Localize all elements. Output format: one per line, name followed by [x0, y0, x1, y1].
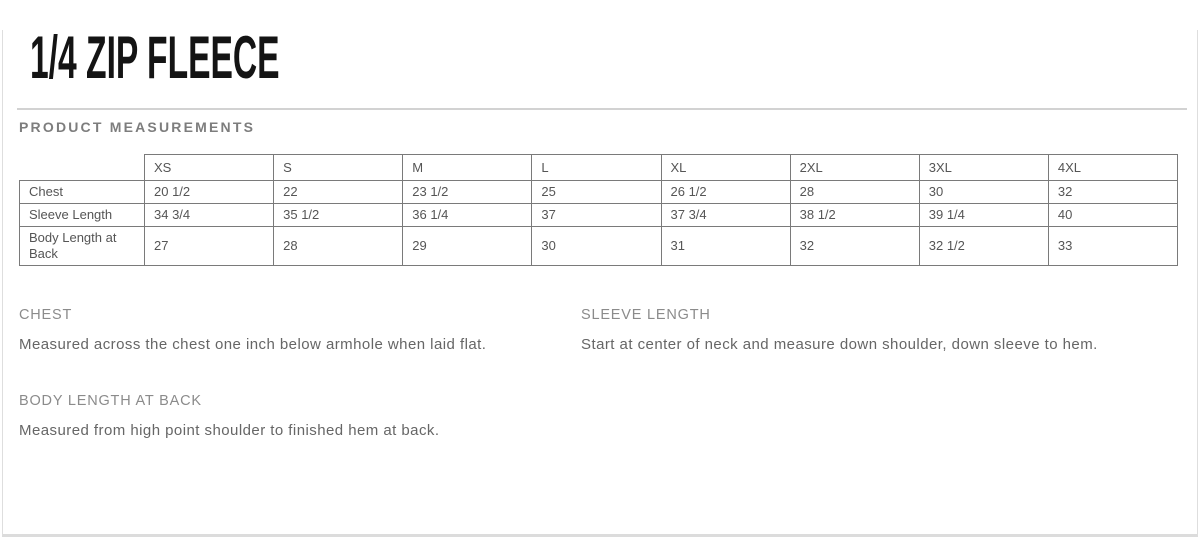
product-measurements-heading: PRODUCT MEASUREMENTS	[19, 119, 256, 135]
measurements-table	[19, 154, 1178, 266]
measurement-cell: 26 1/2	[661, 181, 790, 204]
measurement-row-label: Chest	[20, 181, 145, 204]
size-column-header: XL	[661, 155, 790, 181]
measurement-cell: 35 1/2	[274, 204, 403, 227]
measurement-row-label: Sleeve Length	[20, 204, 145, 227]
measurement-cell: 32	[790, 227, 919, 266]
size-column-header: M	[403, 155, 532, 181]
sleeve-length-description-heading: SLEEVE LENGTH	[581, 307, 711, 323]
title-divider	[17, 108, 1187, 110]
measurement-row	[20, 204, 1178, 227]
measurement-cell: 32 1/2	[919, 227, 1048, 266]
measurement-cell: 31	[661, 227, 790, 266]
size-header-row	[20, 155, 1178, 181]
measurement-cell: 40	[1048, 204, 1177, 227]
measurement-row	[20, 181, 1178, 204]
measurement-cell: 36 1/4	[403, 204, 532, 227]
measurement-cell: 32	[1048, 181, 1177, 204]
measurement-cell: 20 1/2	[145, 181, 274, 204]
measurement-cell: 28	[790, 181, 919, 204]
size-column-header: S	[274, 155, 403, 181]
sleeve-length-description	[581, 307, 1183, 360]
size-column-header: 2XL	[790, 155, 919, 181]
measurement-cell: 37	[532, 204, 661, 227]
page-container	[2, 24, 1198, 537]
corner-cell	[20, 155, 145, 181]
body-length-description-text: Measured from high point shoulder to finished hem at back.	[19, 422, 440, 439]
measurement-cell: 29	[403, 227, 532, 266]
measurement-cell: 28	[274, 227, 403, 266]
measurement-cell: 39 1/4	[919, 204, 1048, 227]
chest-description	[19, 307, 581, 360]
measurement-row-label: Body Length at Back	[20, 227, 145, 266]
measurement-cell: 30	[919, 181, 1048, 204]
measurement-cell: 22	[274, 181, 403, 204]
measurement-cell: 33	[1048, 227, 1177, 266]
body-length-description-heading: BODY LENGTH AT BACK	[19, 393, 202, 409]
chest-description-text: Measured across the chest one inch below armhole when laid flat.	[19, 336, 487, 353]
chest-description-heading: CHEST	[19, 307, 73, 323]
page-title: 1/4 ZIP FLEECE	[30, 24, 280, 91]
measurement-cell: 38 1/2	[790, 204, 919, 227]
measurement-cell: 30	[532, 227, 661, 266]
measurement-row	[20, 227, 1178, 266]
measurement-cell: 25	[532, 181, 661, 204]
size-column-header: XS	[145, 155, 274, 181]
size-column-header: L	[532, 155, 661, 181]
size-column-header: 4XL	[1048, 155, 1177, 181]
sleeve-length-description-text: Start at center of neck and measure down shoulder, down sleeve to hem.	[581, 336, 1098, 353]
body-length-description	[19, 393, 581, 446]
measurement-cell: 27	[145, 227, 274, 266]
description-sections	[19, 307, 1183, 446]
measurement-cell: 34 3/4	[145, 204, 274, 227]
measurement-cell: 37 3/4	[661, 204, 790, 227]
size-column-header: 3XL	[919, 155, 1048, 181]
measurement-cell: 23 1/2	[403, 181, 532, 204]
